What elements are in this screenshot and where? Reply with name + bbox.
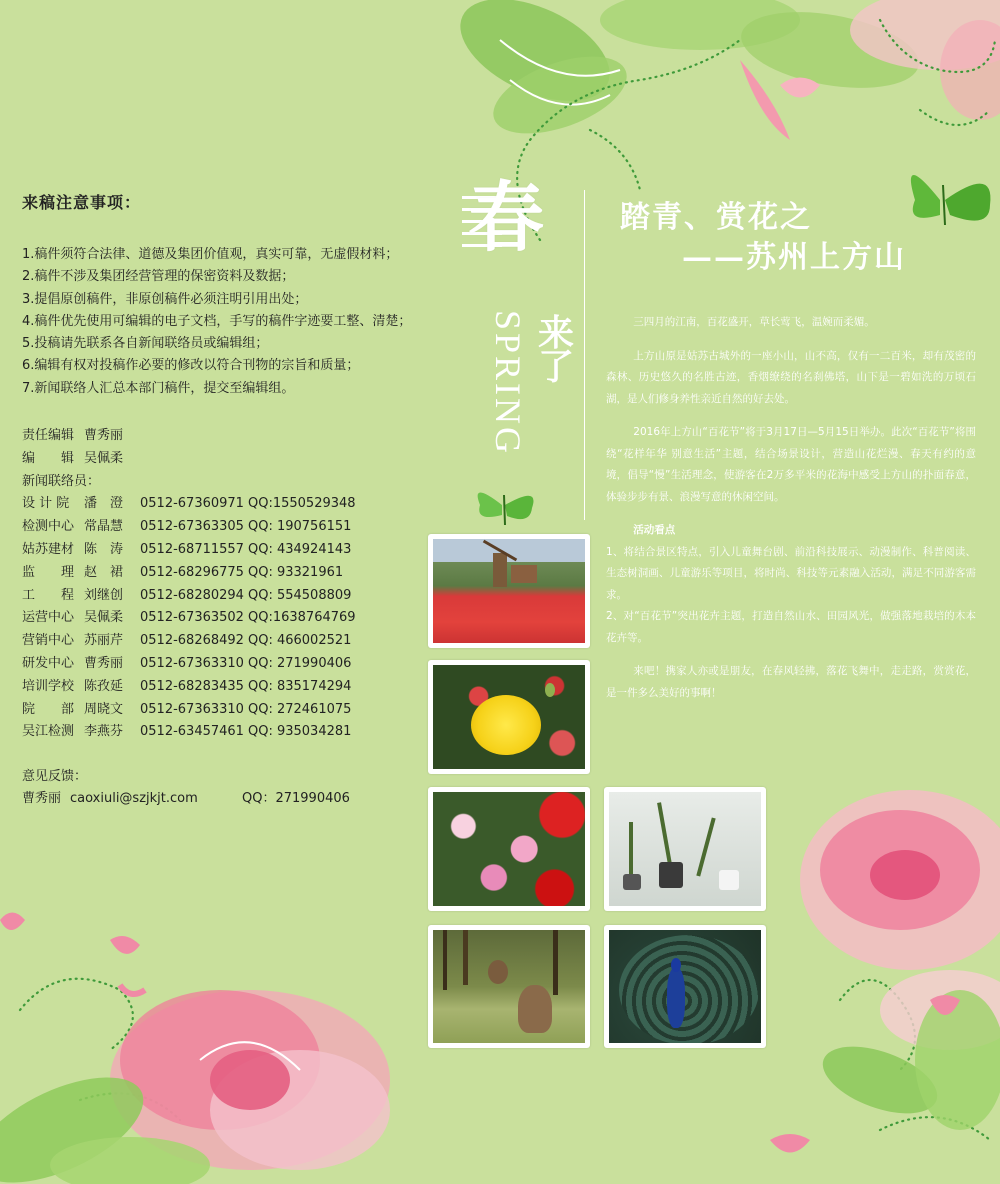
article-heading-line2: ——苏州上方山 [682, 240, 906, 275]
liaison-row [22, 607, 356, 630]
liaison-phone: 0512-68283435 [140, 678, 244, 694]
note-item: 7.新闻联络人汇总本部门稿件，提交至编辑组。 [22, 380, 295, 396]
photo-windmill-tulips [428, 534, 590, 648]
feedback-email: caoxiuli@szjkjt.com [70, 791, 198, 806]
photo-pink-daisies [428, 787, 590, 911]
liaison-qq: QQ: 935034281 [248, 724, 352, 740]
liaison-row [22, 585, 356, 608]
liaison-phone: 0512-63457461 [140, 724, 244, 740]
spring-vertical [488, 310, 531, 480]
highlights-title: 活动看点 [633, 524, 676, 536]
liaison-phone: 0512-68280294 [140, 587, 244, 603]
bottom-left-flower [0, 913, 390, 1184]
submission-notes-list [22, 244, 422, 400]
liaison-dept: 姑苏建材 [22, 541, 75, 557]
article-paragraph: 2016年上方山“百花节”将于3月17日—5月15日举办。此次“百花节”将围绕“花样年华 别意生活”主题，结合场景设计，营造山花烂漫、春天有约的意境，倡导“慢”生活理念，使游客在2万多平米的花海中感受上方山的扑面春意，体验步步有景、浪漫写意的休闲空间。 [606, 426, 976, 503]
liaison-row [22, 653, 356, 676]
photo-peacock [604, 925, 766, 1048]
liaison-name: 赵 裙 [84, 564, 124, 580]
liaison-dept: 院 部 [22, 701, 75, 717]
spring-text: SPRING [488, 310, 528, 457]
article-body [606, 312, 976, 716]
feedback-title: 意见反馈： [22, 769, 88, 784]
liaison-row [22, 699, 356, 722]
liaison-title: 新闻联络员： [22, 473, 101, 489]
liaison-name: 刘继创 [84, 587, 124, 603]
liaison-dept: 培训学校 [22, 678, 75, 694]
staff-directory [22, 425, 356, 744]
butterfly-icon [911, 175, 991, 225]
liaison-row [22, 516, 356, 539]
liaison-list [22, 493, 356, 744]
photo-yellow-ranunculus [428, 660, 590, 774]
liaison-name: 陈孜延 [84, 678, 124, 694]
liaison-phone: 0512-68711557 [140, 541, 244, 557]
liaison-dept: 吴江检测 [22, 724, 75, 740]
top-leaves [445, 0, 1000, 149]
note-item: 1.稿件须符合法律、道德及集团价值观，真实可靠，无虚假材料； [22, 247, 399, 262]
liaison-phone: 0512-67363502 [140, 610, 244, 626]
divider-line [584, 190, 585, 520]
liaison-qq: QQ: 466002521 [248, 633, 352, 649]
note-item: 5.投稿请先联系各自新闻联络员或编辑组； [22, 336, 269, 352]
liaison-qq: QQ: 272461075 [248, 701, 352, 717]
liaison-phone: 0512-67363310 [140, 701, 244, 717]
liaison-qq: QQ: 434924143 [248, 541, 352, 557]
liaison-phone: 0512-68296775 [140, 564, 244, 580]
liaison-qq: QQ: 554508809 [248, 587, 352, 603]
liaison-qq: QQ: 271990406 [248, 655, 352, 671]
highlight-item: 1、将结合景区特点，引入儿童舞台剧、前沿科技展示、动漫制作、科普阅读、生态树洞画、儿童游乐等项目，将时尚、科技等元素融入活动，满足不同游客需求。 [606, 545, 976, 601]
liaison-row [22, 721, 356, 744]
liaison-phone: 0512-67363310 [140, 655, 244, 671]
note-item: 2.稿件不涉及集团经营管理的保密资料及数据； [22, 269, 295, 285]
liaison-row [22, 562, 356, 585]
feedback-qq: QQ：271990406 [242, 791, 350, 806]
photo-potted-orchids [604, 787, 766, 911]
liaison-phone: 0512-67360971 [140, 496, 244, 512]
note-item: 6.编辑有权对投稿作必要的修改以符合刊物的宗旨和质量； [22, 358, 360, 374]
liaison-name: 常晶慧 [84, 519, 124, 535]
editor-row [22, 448, 356, 471]
note-item: 4.稿件优先使用可编辑的电子文档，手写的稿件字迹要工整、清楚； [22, 313, 412, 329]
editor-name: 曹秀丽 [84, 428, 124, 443]
liaison-qq: QQ:1550529348 [248, 496, 356, 512]
liaison-phone: 0512-67363305 [140, 519, 244, 535]
liaison-qq: QQ: 835174294 [248, 678, 352, 694]
editor-role: 编 辑 [22, 450, 75, 466]
article-heading-line1: 踏青、赏花之 [620, 200, 812, 235]
liaison-dept: 运营中心 [22, 610, 75, 626]
feedback-name: 曹秀丽 [22, 791, 62, 806]
liaison-name: 潘 澄 [84, 496, 124, 512]
laile-text: 来了 [538, 312, 575, 388]
liaison-row [22, 630, 356, 653]
liaison-dept: 检测中心 [22, 519, 75, 535]
liaison-qq: QQ: 93321961 [248, 564, 344, 580]
article-paragraph: 三四月的江南，百花盛开，草长莺飞，温婉而柔媚。 [633, 316, 875, 328]
highlight-item: 2、对“百花节”突出花卉主题，打造自然山水、田园风光，做强落地栽培的木本花卉等。 [606, 610, 976, 644]
butterfly-small-icon [478, 493, 534, 526]
article-paragraph: 上方山原是姑苏古城外的一座小山，山不高，仅有一二百米，却有茂密的森林、历史悠久的名胜古迹，香烟缭绕的名刹佛塔，山下是一碧如洗的万顷石湖，是人们修身养性亲近自然的好去处。 [606, 349, 976, 405]
feedback-section [22, 766, 350, 810]
liaison-name: 吴佩柔 [84, 610, 124, 626]
liaison-qq: QQ: 190756151 [248, 519, 352, 535]
liaison-row [22, 539, 356, 562]
liaison-dept: 营销中心 [22, 633, 75, 649]
bottom-right-flower [770, 790, 1000, 1153]
liaison-name: 陈 涛 [84, 541, 124, 557]
editor-role: 责任编辑 [22, 428, 75, 443]
liaison-phone: 0512-68268492 [140, 633, 244, 649]
liaison-name: 苏丽芹 [84, 633, 124, 649]
editor-row [22, 425, 356, 448]
submission-notes-title: 来稿注意事项： [22, 193, 142, 212]
liaison-row [22, 676, 356, 699]
liaison-dept: 研发中心 [22, 655, 75, 671]
liaison-dept: 监 理 [22, 564, 75, 580]
liaison-dept: 工 程 [22, 587, 75, 603]
liaison-row [22, 493, 356, 516]
article-closing: 来吧！携家人亦或是朋友，在春风轻拂，落花飞舞中，走走路，赏赏花，是一件多么美好的事啊！ [606, 665, 976, 699]
chun-character: 春 [468, 173, 544, 262]
note-item: 3.提倡原创稿件，非原创稿件必须注明引用出处； [22, 291, 308, 307]
photo-monkeys [428, 925, 590, 1048]
liaison-qq: QQ:1638764769 [248, 610, 356, 626]
liaison-dept: 设 计 院 [22, 496, 70, 512]
liaison-name: 周晓文 [84, 701, 124, 717]
feedback-contact [22, 788, 350, 810]
liaison-name: 李燕芬 [84, 724, 124, 740]
editor-name: 吴佩柔 [84, 450, 124, 466]
liaison-name: 曹秀丽 [84, 655, 124, 671]
